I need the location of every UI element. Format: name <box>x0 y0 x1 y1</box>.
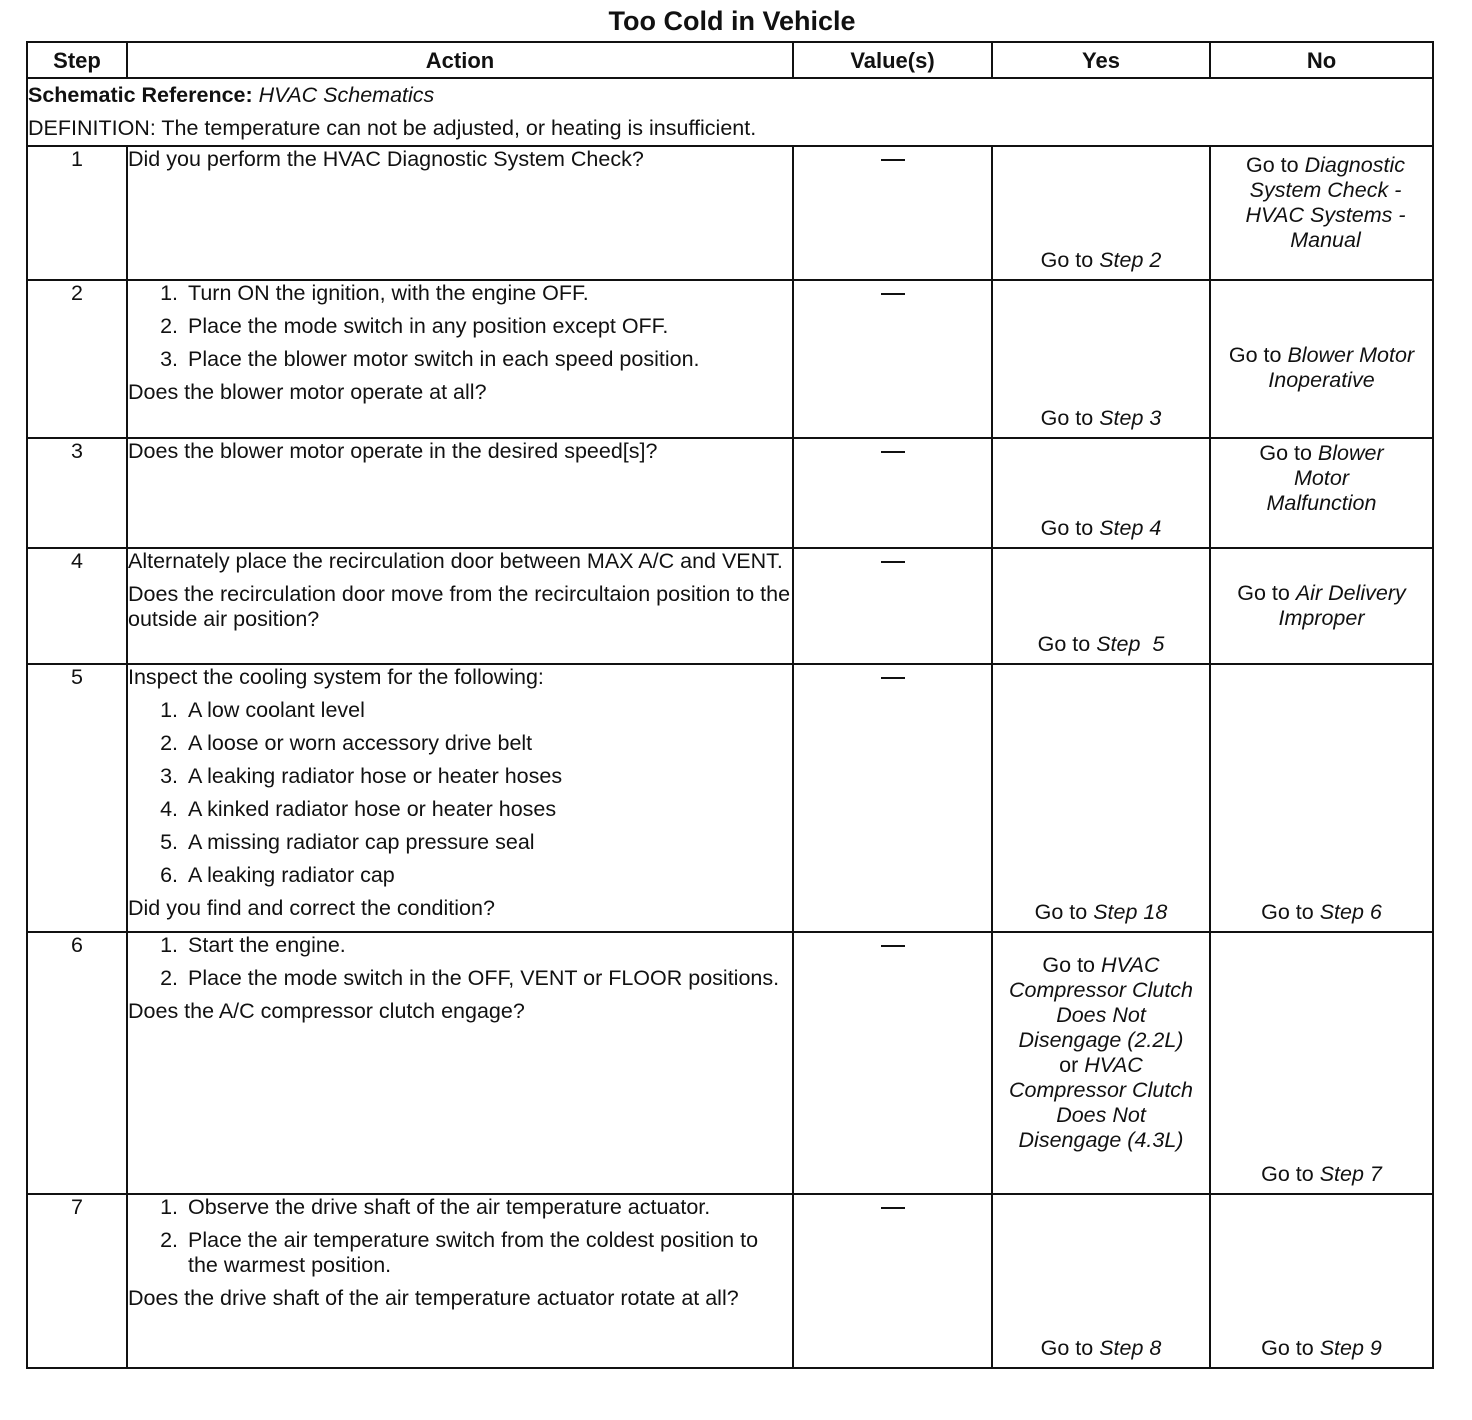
header-step: Step <box>27 42 127 78</box>
step-number: 2 <box>27 280 127 438</box>
header-values: Value(s) <box>793 42 992 78</box>
action-cell <box>127 664 793 932</box>
table-row <box>27 664 1433 932</box>
no-link[interactable]: Go to Step 6 <box>1261 900 1382 924</box>
no-cell <box>1210 664 1433 932</box>
intro-text: Alternately place the recirculation door between MAX A/C and VENT. <box>128 549 783 573</box>
action-list <box>128 698 792 888</box>
no-cell <box>1210 1194 1433 1368</box>
table-row <box>27 932 1433 1194</box>
value-cell <box>793 1194 992 1368</box>
no-link[interactable]: Go to Blower Motor Inoperative <box>1228 343 1415 392</box>
question: Does the blower motor operate in the desired speed[s]? <box>128 439 658 463</box>
no-cell <box>1210 548 1433 664</box>
list-item: 6. A leaking radiator cap <box>184 863 792 888</box>
value-cell <box>793 664 992 932</box>
dash <box>881 293 905 295</box>
action-list <box>128 281 792 372</box>
yes-cell <box>992 548 1210 664</box>
no-cell <box>1210 146 1433 280</box>
yes-link-alt[interactable]: HVAC Compressor Clutch Does Not Disengage (4.3L) <box>1009 1053 1193 1152</box>
table-row <box>27 1194 1433 1368</box>
yes-cell <box>992 1194 1210 1368</box>
yes-cell <box>992 664 1210 932</box>
header-action: Action <box>127 42 793 78</box>
diagnostic-table <box>26 41 1434 1369</box>
yes-link[interactable]: Go to Step 8 <box>1040 1336 1162 1360</box>
action-cell <box>127 438 793 548</box>
action-list <box>128 1195 792 1278</box>
list-item: 1. Start the engine. <box>184 933 792 958</box>
yes-cell <box>992 438 1210 548</box>
no-cell <box>1210 280 1433 438</box>
action-cell <box>127 146 793 280</box>
table-row <box>27 438 1433 548</box>
yes-link[interactable]: Go to Step 5 <box>1037 632 1165 656</box>
list-item: 1. Turn ON the ignition, with the engine OFF. <box>184 281 792 306</box>
header-row <box>27 42 1433 78</box>
or-text: or <box>1059 1053 1079 1077</box>
value-cell <box>793 932 992 1194</box>
step-number: 1 <box>27 146 127 280</box>
list-item: 4. A kinked radiator hose or heater hoses <box>184 797 792 822</box>
no-cell <box>1210 932 1433 1194</box>
step-number: 6 <box>27 932 127 1194</box>
list-item: 2. Place the air temperature switch from the coldest position to the warmest position. <box>184 1228 792 1278</box>
definition: DEFINITION: The temperature can not be adjusted, or heating is insufficient. <box>28 116 757 140</box>
reference-row <box>27 78 1433 146</box>
schematic-reference <box>28 79 1432 112</box>
action-cell <box>127 280 793 438</box>
table-row <box>27 280 1433 438</box>
dash <box>881 159 905 161</box>
dash <box>881 561 905 563</box>
list-item: 3. Place the blower motor switch in each speed position. <box>184 347 792 372</box>
list-item: 2. A loose or worn accessory drive belt <box>184 731 792 756</box>
no-link[interactable]: Go to Air Delivery Improper <box>1237 581 1406 630</box>
list-item: 2. Place the mode switch in the OFF, VENT or FLOOR positions. <box>184 966 792 991</box>
step-number: 3 <box>27 438 127 548</box>
dash <box>881 945 905 947</box>
no-link[interactable]: Go to Step 9 <box>1261 1336 1382 1360</box>
yes-link[interactable]: Go to Step 4 <box>1040 516 1162 540</box>
no-cell <box>1210 438 1433 548</box>
no-link[interactable]: Go to Blower Motor Malfunction <box>1259 441 1384 515</box>
page-title: Too Cold in Vehicle <box>608 6 856 36</box>
yes-link[interactable]: Go to HVAC Compressor Clutch Does Not Disengage (2.2L) or HVAC Compressor Clutch Does Not Disengage (4.3L) <box>1009 953 1193 1152</box>
header-yes: Yes <box>992 42 1210 78</box>
value-cell <box>793 146 992 280</box>
yes-cell <box>992 146 1210 280</box>
step-number: 5 <box>27 664 127 932</box>
yes-link[interactable]: Go to Step 18 <box>1034 900 1168 924</box>
list-item: 2. Place the mode switch in any position except OFF. <box>184 314 792 339</box>
question: Did you find and correct the condition? <box>128 896 495 920</box>
list-item: 1. Observe the drive shaft of the air temperature actuator. <box>184 1195 792 1220</box>
value-cell <box>793 280 992 438</box>
yes-cell <box>992 932 1210 1194</box>
list-item: 1. A low coolant level <box>184 698 792 723</box>
header-no: No <box>1210 42 1433 78</box>
action-cell <box>127 548 793 664</box>
step-number: 4 <box>27 548 127 664</box>
action-cell <box>127 932 793 1194</box>
dash <box>881 677 905 679</box>
value-cell <box>793 438 992 548</box>
schematic-link[interactable]: HVAC Schematics <box>258 83 435 107</box>
action-cell <box>127 1194 793 1368</box>
no-link[interactable]: Go to Step 7 <box>1261 1162 1382 1186</box>
list-item: 3. A leaking radiator hose or heater hoses <box>184 764 792 789</box>
table-row <box>27 146 1433 280</box>
list-item: 5. A missing radiator cap pressure seal <box>184 830 792 855</box>
dash <box>881 1207 905 1209</box>
yes-cell <box>992 280 1210 438</box>
intro-text: Inspect the cooling system for the following: <box>128 665 544 689</box>
action-list <box>128 933 792 991</box>
schematic-label: Schematic Reference: <box>28 83 253 107</box>
dash <box>881 451 905 453</box>
yes-link[interactable]: Go to Step 3 <box>1040 406 1162 430</box>
step-number: 7 <box>27 1194 127 1368</box>
no-link[interactable]: Go to Diagnostic System Check - HVAC Systems - Manual <box>1245 153 1406 252</box>
question: Does the A/C compressor clutch engage? <box>128 999 525 1023</box>
table-row <box>27 548 1433 664</box>
question: Does the blower motor operate at all? <box>128 380 487 404</box>
question: Does the drive shaft of the air temperature actuator rotate at all? <box>128 1286 739 1310</box>
reference-cell <box>27 78 1433 146</box>
yes-link[interactable]: Go to Step 2 <box>1040 248 1162 272</box>
question: Does the recirculation door move from the recircultaion position to the outside air position? <box>128 582 791 631</box>
value-cell <box>793 548 992 664</box>
question: Did you perform the HVAC Diagnostic System Check? <box>128 147 644 171</box>
